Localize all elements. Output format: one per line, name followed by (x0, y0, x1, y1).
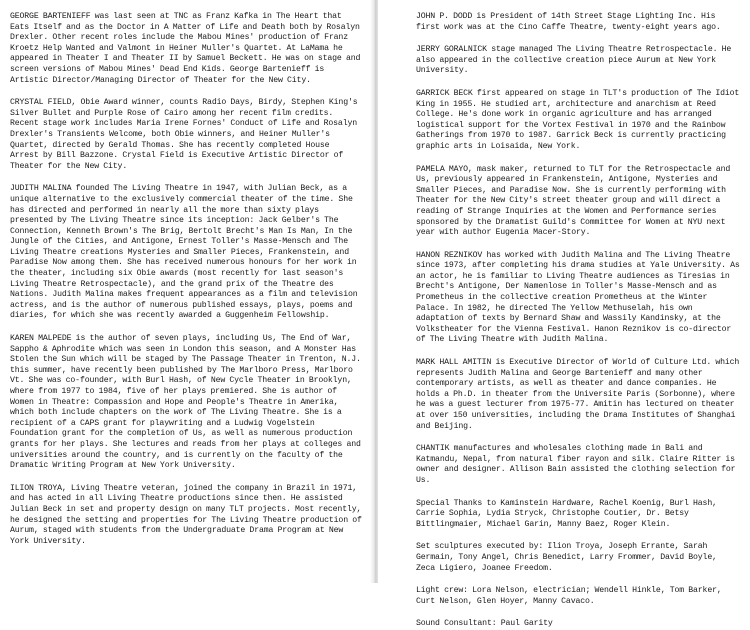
right-page (378, 0, 750, 629)
bio-karen-malpede: KAREN MALPEDE is the author of seven plays, including Us, The End of War, Sappho & Aphrodite which was seen in London this season, and A Monster Has Stolen the Sun which will be staged by The Passage Theater in Trenton, N.J. this summer, have recently been published by The Marlboro Press, Marlboro Vt. She was co-founder, with Burl Hash, of New Cycle Theater in Brooklyn, where from 1977 to 1984, five of her plays premiered. She is author of Women in Theatre: Compassion and Hope and People's Theatre in Amerika, which both include chapters on the work of The Living Theatre. She is a recipient of a CAPS grant for playwriting and a Ludwig Vogelstein Foundation grant for the completion of Us, as well as numerous production grants for her plays. She lectures and reads from her plays at colleges and universities around the country, and is currently on the faculty of the Dramatic Writing Program at New York University. (10, 334, 361, 471)
bio-george-bartenieff: GEORGE BARTENIEFF was last seen at TNC as Franz Kafka in The Heart that Eats Itself and as the Doctor in A Matter of Life and Death both by Rosalyn Drexler. Other recent roles include the Mabou Mines' production of Franz Kroetz Help Wanted and Valmont in Heiner Muller's Quartet. At LaMama he appeared in Theater I and Theater II by Samuel Beckett. He was on stage and screen versions of Mabou Mines' Dead End Kids. George Bartenieff is Artistic Director/Managing Director of Theater for the New City. (10, 12, 361, 85)
sound-consultant-credit: Sound Consultant: Paul Garity (416, 619, 553, 629)
bio-john-dodd: JOHN P. DODD is President of 14th Street Stage Lighting Inc. His first work was at the Cino Caffe Theatre, twenty-eight years ago. (416, 12, 721, 32)
bio-judith-malina: JUDITH MALINA founded The Living Theatre in 1947, with Julian Beck, as a unique alternative to the exclusively commercial theater of the time. She has directed and performed in nearly all the more than sixty plays presented by The Living Theatre since its inception: Jack Gelber's The Connection, Kenneth Brown's The Brig, Bertolt Brecht's Man Is Man, In the Jungle of the Cities, and Antigone, Ernest Toller's Masse-Mensch and The Living Theatre creations Mysteries and Smaller Pieces, Frankenstein, and Paradise Now among them. She has received numerous honours for her work in the theater, including six Obie awards (most recently for last season's Living Theatre Retrospectacle), and the grand prix of the Theatre des Nations. Judith Malina makes frequent appearances as a film and television actress, and is the author of numerous published essays, plays, poems and diaries, for which she was recently awarded a Guggenheim Fellowship. (10, 184, 358, 321)
bio-hanon-reznikov: HANON REZNIKOV has worked with Judith Malina and The Living Theatre since 1973, after completing his drama studies at Yale University. As an actor, he is familiar to Living Theatre audiences as Tiresias in Brecht's Antigone, Der Namenlose in Toller's Masse-Mensch and as Prometheus in the collective creation Prometheus at the Winter Palace. In 1982, he directed The Yellow Methuselah, his own adaptation of texts by Bernard Shaw and Wassily Kandinsky, at the Volkstheater for the Vienna Festival. Hanon Reznikov is co-director of The Living Theatre with Judith Malina. (416, 250, 740, 345)
light-crew-credit: Light crew: Lora Nelson, electrician; Wendell Hinkle, Tom Barker, Curt Nelson, Glen Hoyer, Manny Cavaco. (416, 586, 722, 606)
set-sculptures-credit: Set sculptures executed by: Ilion Troya, Joseph Errante, Sarah Germain, Tony Angel, Chris Benedict, Larry Frommer, David Boyle, Zeca Ligiero, Joanee Freedom. (416, 542, 717, 573)
bio-jerry-goralnick: JERRY GORALNICK stage managed The Living Theatre Retrospectacle. He also appeared in the collective creation piece Aurum at New York University. (416, 45, 732, 76)
bio-pamela-mayo: PAMELA MAYO, mask maker, returned to TLT for the Retrospectacle and Us, previously appeared in Frankenstein, Antigone, Mysteries and Smaller Pieces, and Paradise Now. She is currently performing with Theater for the New City's street theater group and will direct a reading of Strange Inquiries at the Women and Performance series sponsored by the Dramatist Guild's Committee for Women at NYU next year with author Eugenia Macer-Story. (416, 164, 731, 238)
bio-garrick-beck: GARRICK BECK first appeared on stage in TLT's production of The Idiot King in 1955. He studied art, architecture and anarchism at Reed College. He's done work in organic agriculture and has arranged logistical support for the Vortex Festival in 1970 and the Rainbow Gatherings from 1970 to 1987. Garrick Beck is currently practicing graphic arts in Loisaida, New York. (416, 88, 740, 151)
bio-mark-hall-amitin: MARK HALL AMITIN is Executive Director of World of Culture Ltd. which represents Judith Malina and George Bartenieff and many other contemporary artists, as well as theater and dance companies. He holds a Ph.D. in theater from the Universite Paris (Sorbonne), where he was a guest lecturer from 1975-77. Amitin has lectured on theater at over 150 universities, including the Drama Institutes of Shanghai and Beijing. (416, 358, 740, 431)
left-page (0, 0, 372, 583)
special-thanks: Special Thanks to Kaminstein Hardware, Rachel Koenig, Burl Hash, Carrie Sophia, Lydia Stryck, Christophe Coutier, Dr. Betsy Bittlingmaier, Michael Garin, Manny Baez, Roger Klein. (416, 498, 717, 529)
credit-chantik: CHANTIK manufactures and wholesales clothing made in Bali and Katmandu, Nepal, from natural fiber rayon and silk. Claire Ritter is owner and designer. Allison Bain assisted the clothing selection for Us. (416, 444, 736, 485)
bio-ilion-troya: ILION TROYA, Living Theatre veteran, joined the company in Brazil in 1971, and has acted in all Living Theatre productions since then. He assisted Julian Beck in set and property design on many TLT projects. Most recently, he designed the setting and properties for The Living Theatre production of Aurum, staged with students from the Undergraduate Drama Program at New York University. (10, 483, 362, 546)
bio-crystal-field: CRYSTAL FIELD, Obie Award winner, counts Radio Days, Birdy, Stephen King's Silver Bullet and Purple Rose of Cairo among her recent film credits. Recent stage work includes Maria Irene Fornes' Conduct of Life and Rosalyn Drexler's Transients Welcome, both Obie winners, and Heiner Muller's Quartet, directed by Gerald Thomas. She has recently completed House Arrest by Bill Bazzone. Crystal Field is Executive Artistic Director of Theater for the New City. (10, 98, 358, 171)
